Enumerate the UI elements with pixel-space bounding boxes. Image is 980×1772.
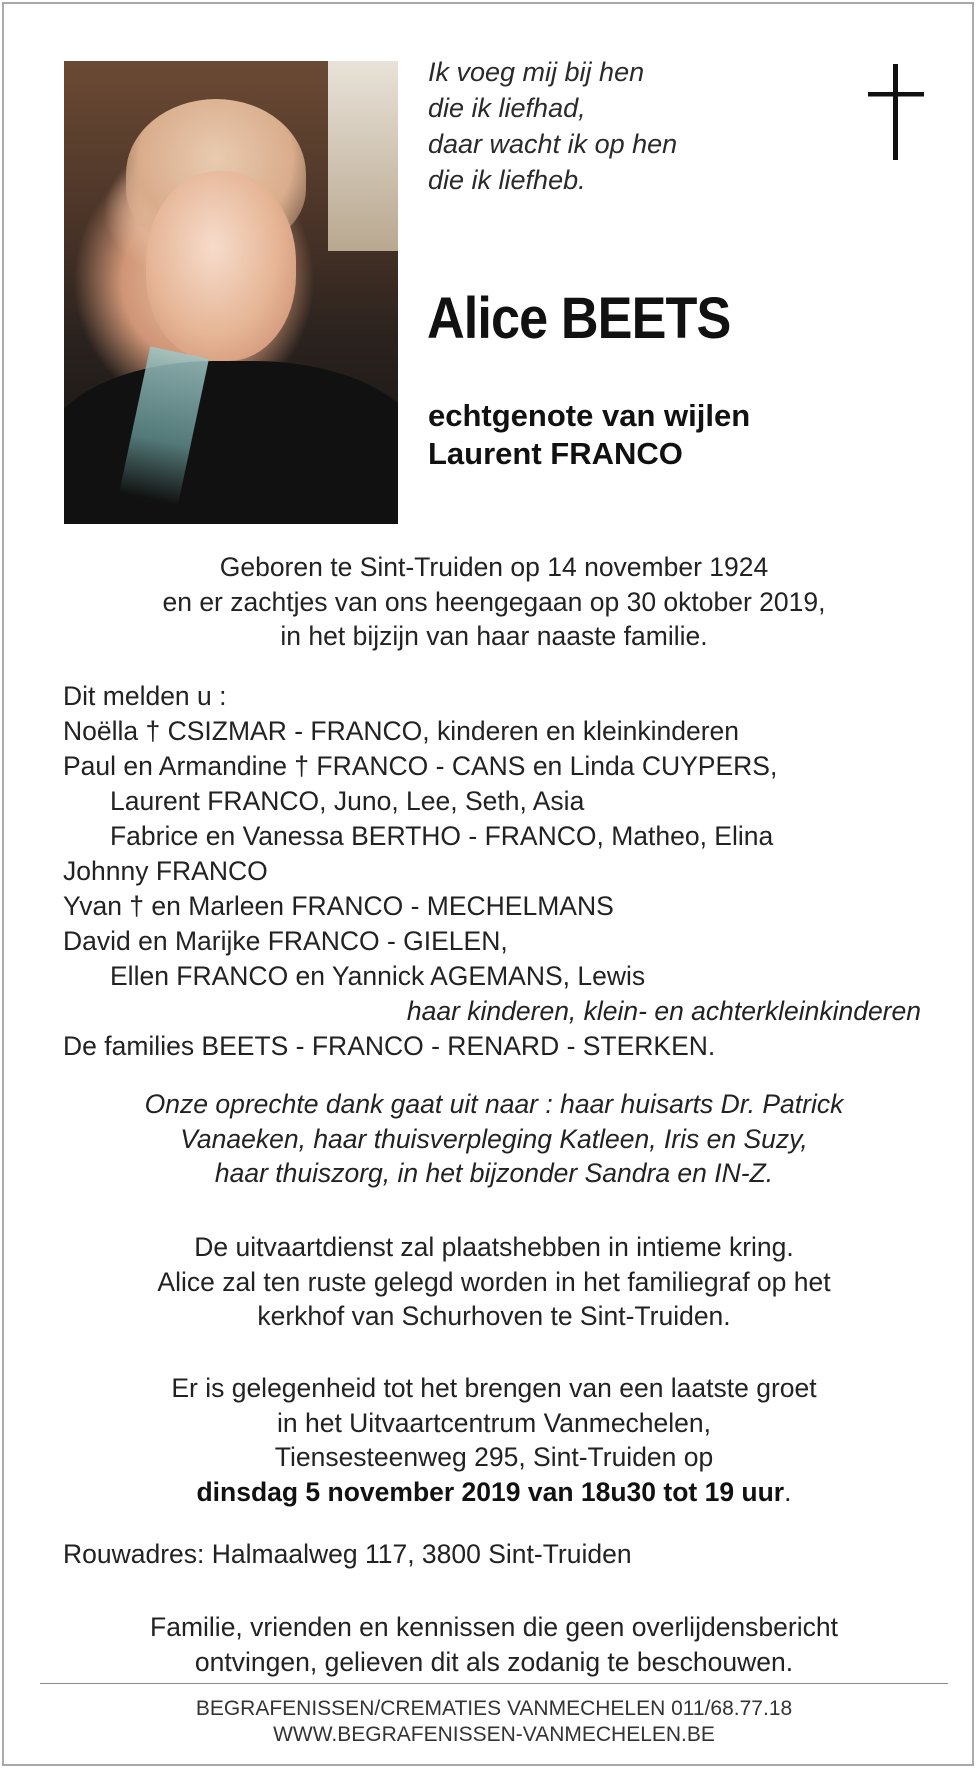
visitation-date (44, 1475, 944, 1510)
funeral-home-website: WWW.BEGRAFENISSEN-VANMECHELEN.BE (273, 1723, 715, 1746)
obituary-card (2, 2, 974, 1766)
ceremony-text (44, 1230, 944, 1334)
deceased-name: Alice BEETS (427, 286, 731, 351)
family-line: Johnny FRANCO (63, 856, 268, 886)
family-intro: Dit melden u : (63, 681, 227, 711)
family-summary: haar kinderen, klein- en achterkleinkinderen (406, 996, 921, 1026)
text-line: en er zachtjes van ons heengegaan op 30 oktober 2019, (162, 586, 826, 617)
family-line: Paul en Armandine † FRANCO - CANS en Linda CUYPERS, (63, 751, 778, 781)
text-line: in het bijzijn van haar naaste familie. (280, 621, 708, 651)
text-line: Geboren te Sint-Truiden op 14 november 1924 (219, 552, 769, 582)
poem-line: daar wacht ik op hen (428, 129, 678, 159)
visitation-text (44, 1371, 944, 1509)
text-line: haar thuiszorg, in het bijzonder Sandra en IN-Z. (214, 1158, 774, 1188)
funeral-home-contact: BEGRAFENISSEN/CREMATIES VANMECHELEN 011/68.77.18 (195, 1697, 793, 1720)
family-line: Yvan † en Marleen FRANCO - MECHELMANS (63, 891, 614, 921)
mourning-address: Rouwadres: Halmaalweg 117, 3800 Sint-Truiden (63, 1539, 632, 1569)
family-list (63, 679, 943, 1064)
poem-line: die ik liefhad, (428, 93, 586, 123)
family-line: De families BEETS - FRANCO - RENARD - STERKEN. (63, 1031, 716, 1061)
portrait-photo (64, 61, 398, 524)
spouse-line: echtgenote van wijlen (428, 398, 751, 433)
text-line: in het Uitvaartcentrum Vanmechelen, (276, 1407, 712, 1438)
family-line: Laurent FRANCO, Juno, Lee, Seth, Asia (110, 786, 585, 816)
text-line: kerkhof van Schurhoven te Sint-Truiden. (257, 1301, 731, 1331)
visitation-date-bold: dinsdag 5 november 2019 van 18u30 tot 19 uur (196, 1476, 785, 1507)
thanks-text (44, 1087, 944, 1191)
cross-icon (868, 64, 924, 160)
text-line: Alice zal ten ruste gelegd worden in het familiegraf op het (157, 1266, 831, 1297)
footer-divider (40, 1683, 948, 1684)
text-line: Onze oprechte dank gaat uit naar : haar huisarts Dr. Patrick (144, 1089, 844, 1119)
spouse-line: Laurent FRANCO (428, 436, 683, 471)
text-line: Er is gelegenheid tot het brengen van een laatste groet (171, 1373, 817, 1403)
text-line: Tiensesteenweg 295, Sint-Truiden op (274, 1442, 714, 1472)
birth-death-text (44, 550, 944, 654)
footer (44, 1696, 944, 1748)
poem-line: die ik liefheb. (428, 165, 586, 195)
family-line: Ellen FRANCO en Yannick AGEMANS, Lewis (110, 961, 646, 991)
poem (428, 54, 758, 198)
family-line: Fabrice en Vanessa BERTHO - FRANCO, Matheo, Elina (110, 821, 774, 851)
family-line: David en Marijke FRANCO - GIELEN, (63, 926, 508, 956)
poem-line: Ik voeg mij bij hen (428, 57, 645, 87)
text-line: Familie, vrienden en kennissen die geen overlijdensbericht (150, 1612, 838, 1642)
spouse-info (428, 397, 750, 473)
text-line: Vanaeken, haar thuisverpleging Katleen, Iris en Suzy, (180, 1123, 808, 1154)
notice-text (44, 1610, 944, 1679)
family-line: Noëlla † CSIZMAR - FRANCO, kinderen en kleinkinderen (63, 716, 740, 746)
text-line: ontvingen, gelieven dit als zodanig te beschouwen. (194, 1646, 794, 1677)
visitation-date-suffix: . (784, 1476, 792, 1507)
text-line: De uitvaartdienst zal plaatshebben in intieme kring. (194, 1232, 794, 1262)
